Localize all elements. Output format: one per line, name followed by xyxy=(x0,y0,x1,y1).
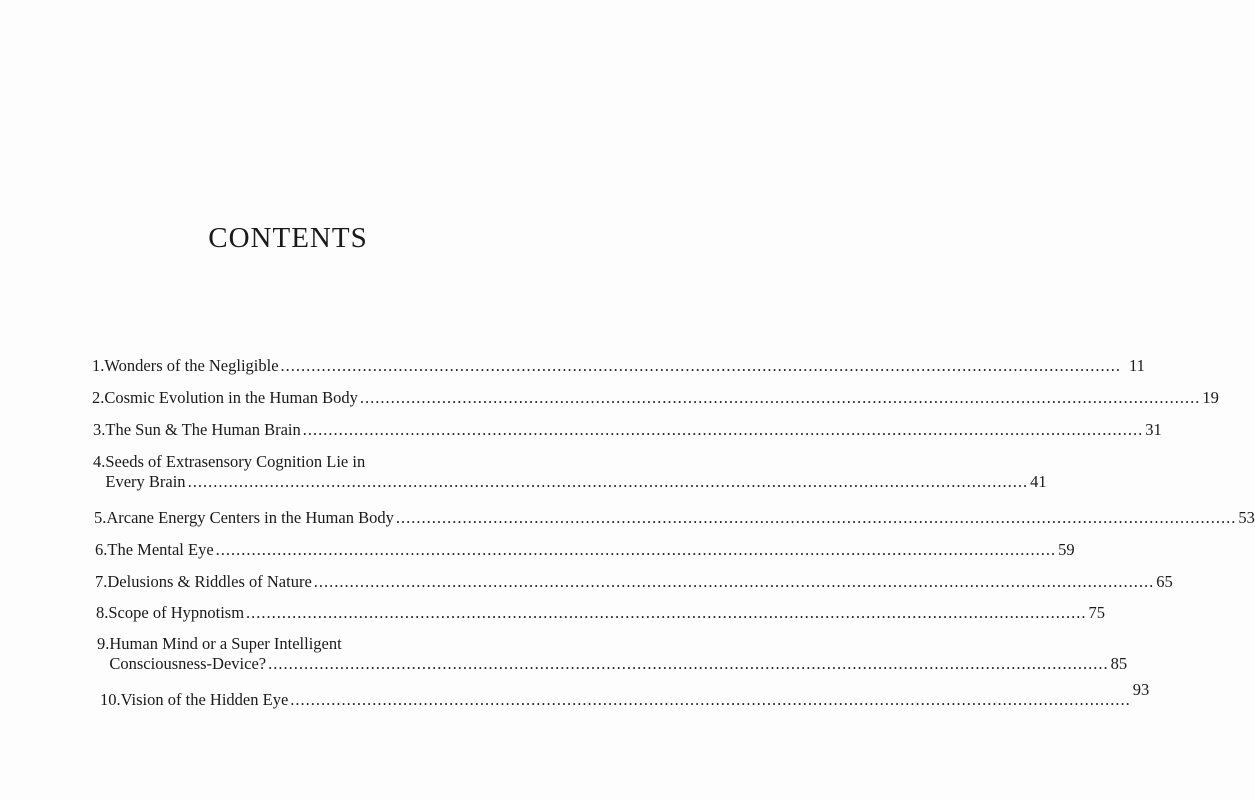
toc-entry-title: Arcane Energy Centers in the Human Body xyxy=(106,508,394,527)
toc-entry xyxy=(92,356,1145,376)
toc-entry-title: Delusions & Riddles of Nature xyxy=(107,572,312,591)
page-title: CONTENTS xyxy=(208,222,368,254)
toc-entry-number: 8. xyxy=(96,603,109,622)
toc-entry-number: 3. xyxy=(93,420,106,439)
toc-leader-dots xyxy=(188,472,1029,492)
toc-entry-page: 75 xyxy=(1088,603,1106,622)
toc-entry-page: 11 xyxy=(1129,356,1145,375)
toc-entry-number: 4. xyxy=(93,452,106,471)
toc-leader-dots xyxy=(246,603,1087,623)
toc-leader-dots xyxy=(290,690,1131,710)
toc-entry-number: 7. xyxy=(95,572,108,591)
toc-leader-dots xyxy=(360,388,1201,408)
toc-entry-title-line1: Human Mind or a Super Intelligent xyxy=(109,634,342,653)
toc-entry xyxy=(95,572,1173,592)
toc-entry-page: 19 xyxy=(1202,388,1219,407)
toc-entry-title: Vision of the Hidden Eye xyxy=(120,690,289,709)
toc-entry xyxy=(100,680,1150,710)
toc-entry-title: The Mental Eye xyxy=(107,540,214,559)
toc-entry xyxy=(93,420,1162,440)
toc-entry-title: Cosmic Evolution in the Human Body xyxy=(104,388,358,407)
toc-leader-dots xyxy=(396,508,1237,528)
toc-entry xyxy=(97,634,1128,674)
toc-entry xyxy=(93,452,1047,492)
toc-entry xyxy=(94,508,1255,528)
toc-entry-number: 10. xyxy=(100,690,121,709)
toc-entry-text xyxy=(109,634,1127,674)
toc-entry xyxy=(96,603,1106,623)
toc-entry-page: 65 xyxy=(1156,572,1173,591)
toc-entry-line2 xyxy=(109,654,1127,674)
toc-leader-dots xyxy=(303,420,1144,440)
toc-entry-title: The Sun & The Human Brain xyxy=(105,420,301,439)
toc-entry-page: 59 xyxy=(1058,540,1075,559)
toc-entry-page: 41 xyxy=(1030,472,1047,491)
toc-entry-number: 6. xyxy=(95,540,108,559)
toc-entry-number: 1. xyxy=(92,356,105,375)
toc-entry-page: 53 xyxy=(1238,508,1255,527)
toc-leader-dots xyxy=(281,356,1122,376)
toc-entry-title: Scope of Hypnotism xyxy=(108,603,245,622)
toc-leader-dots xyxy=(268,654,1109,674)
toc-entry-title-line2: Consciousness-Device? xyxy=(109,654,267,673)
toc-entry-page: 93 xyxy=(1132,680,1150,699)
toc-entry-line2 xyxy=(105,472,1046,492)
toc-entry-page: 85 xyxy=(1110,654,1128,673)
toc-entry xyxy=(92,388,1219,408)
toc-entry xyxy=(95,540,1075,560)
toc-entry-title: Wonders of the Negligible xyxy=(104,356,279,375)
toc-leader-dots xyxy=(216,540,1057,560)
toc-entry-page: 31 xyxy=(1145,420,1162,439)
toc-leader-dots xyxy=(314,572,1155,592)
toc-entry-text xyxy=(105,452,1046,492)
toc-entry-title-line2: Every Brain xyxy=(105,472,186,491)
toc-entry-number: 2. xyxy=(92,388,105,407)
toc-entry-title-line1: Seeds of Extrasensory Cognition Lie in xyxy=(105,452,366,471)
toc-entry-number: 9. xyxy=(97,634,110,653)
toc-entry-number: 5. xyxy=(94,508,107,527)
